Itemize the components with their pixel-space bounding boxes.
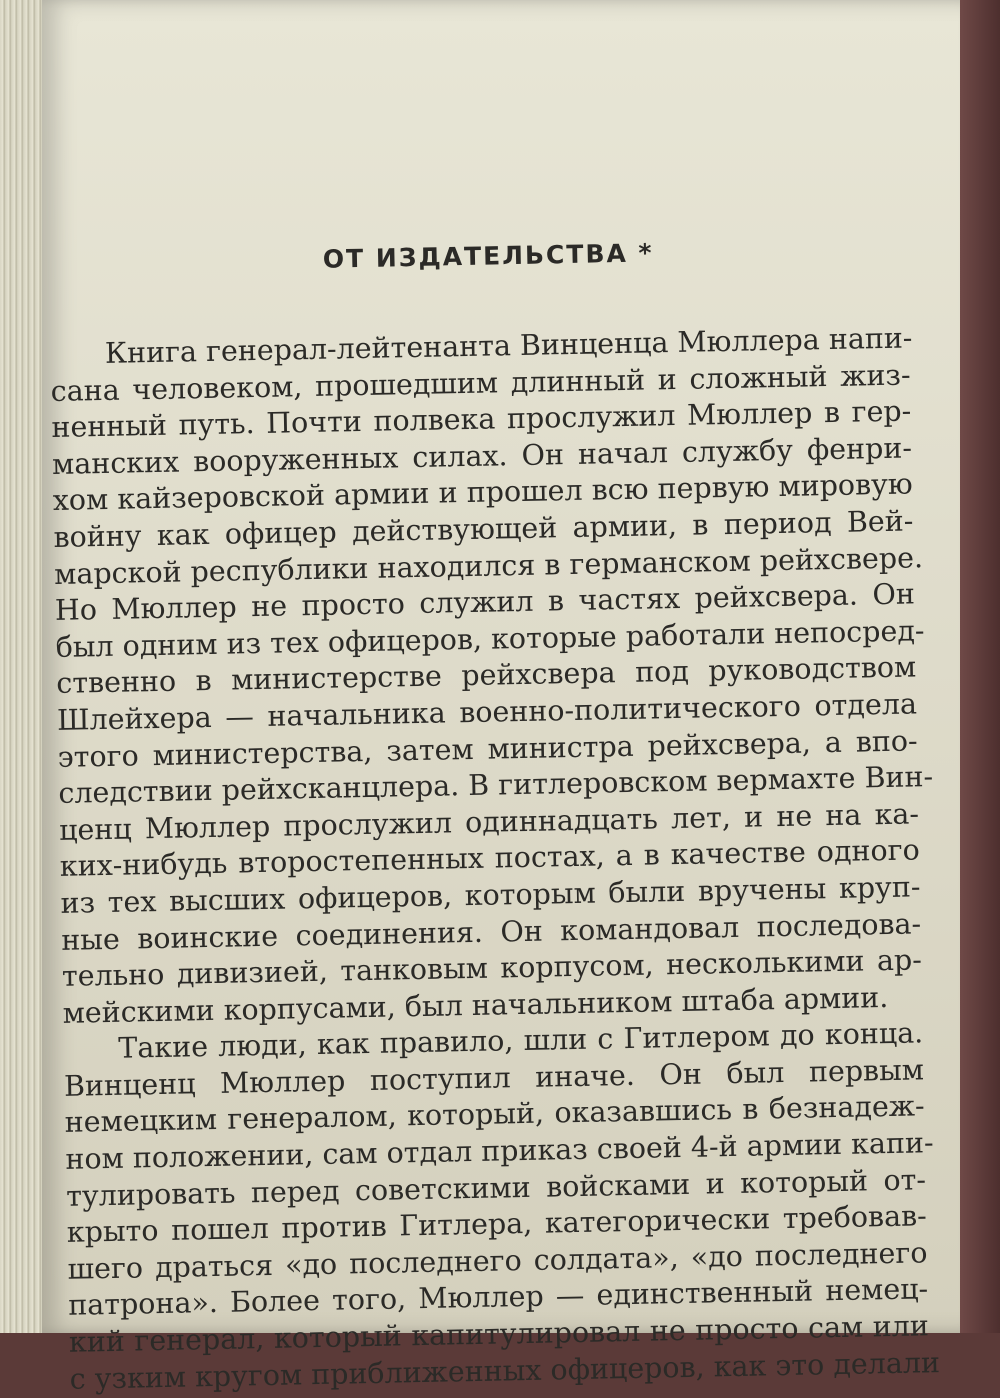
text-block (48, 233, 941, 1398)
text-line: этого министерства, затем министра рейхсвера, а впо- (57, 723, 918, 774)
text-line: ценц Мюллер прослужил одиннадцать лет, и не на ка- (58, 797, 920, 847)
page-heading: ОТ ИЗДАТЕЛЬСТВА * (322, 238, 654, 274)
text-line: крыто пошел против Гитлера, категорически требовав- (66, 1199, 928, 1250)
text-line: тулировать перед советскими войсками и который от- (65, 1162, 927, 1213)
text-line: мейскими корпусами, был начальником штаба армии. (62, 980, 889, 1030)
text-line: ственно в министерстве рейхсвера под руководством (56, 650, 917, 701)
text-line: войну как офицер действующей армии, в период Вей- (53, 504, 914, 554)
text-line: ные воинские соединения. Он командовал последова- (60, 906, 922, 957)
text-line: Шлейхера — начальника военно-политического отдела (56, 687, 918, 737)
book-cover-edge (960, 0, 1000, 1333)
text-line: Книга генерал-лейтенанта Винценца Мюллера напи- (104, 321, 913, 370)
text-line: марской республики находился в германском рейхсвере. (53, 540, 924, 591)
text-line: из тех высших офицеров, которым были вручены круп- (60, 870, 921, 920)
text-line: манских вооруженных силах. Он начал службу фенри- (51, 431, 913, 481)
text-line: ном положении, сам отдал приказ своей 4-й армии капи- (65, 1126, 934, 1176)
text-line: Винценц Мюллер поступил иначе. Он был первым (63, 1053, 925, 1103)
text-line: шего драться «до последнего солдата», «до последнего (67, 1236, 928, 1286)
text-line: немецким генералом, который, оказавшись в безнадеж- (64, 1089, 925, 1140)
text-line: ненный путь. Почти полвека прослужил Мюллер в гер- (51, 394, 912, 445)
text-line: Такие люди, как правило, шли с Гитлером до конца. (118, 1016, 924, 1066)
text-line: был одним из тех офицеров, которые работали непосред- (55, 613, 925, 664)
text-line: кий генерал, который капитулировал не просто сам или (68, 1309, 930, 1359)
text-line: следствии рейхсканцлера. В гитлеровском вермахте Вин- (58, 760, 934, 811)
text-line: сана человеком, прошедшим длинный и сложный жиз- (50, 358, 911, 408)
body-text (50, 320, 941, 1398)
text-line: тельно дивизией, танковым корпусом, несколькими ар- (61, 943, 923, 993)
text-line: с узким кругом приближенных офицеров, как это делали (69, 1345, 941, 1396)
text-line: патрона». Более того, Мюллер — единственный немец- (67, 1272, 929, 1323)
text-line: ких-нибудь второстепенных постах, а в качестве одного (59, 833, 920, 884)
text-line: Но Мюллер не просто служил в частях рейхсвера. Он (54, 577, 916, 628)
text-line: хом кайзеровской армии и прошел всю первую мировую (52, 467, 913, 518)
